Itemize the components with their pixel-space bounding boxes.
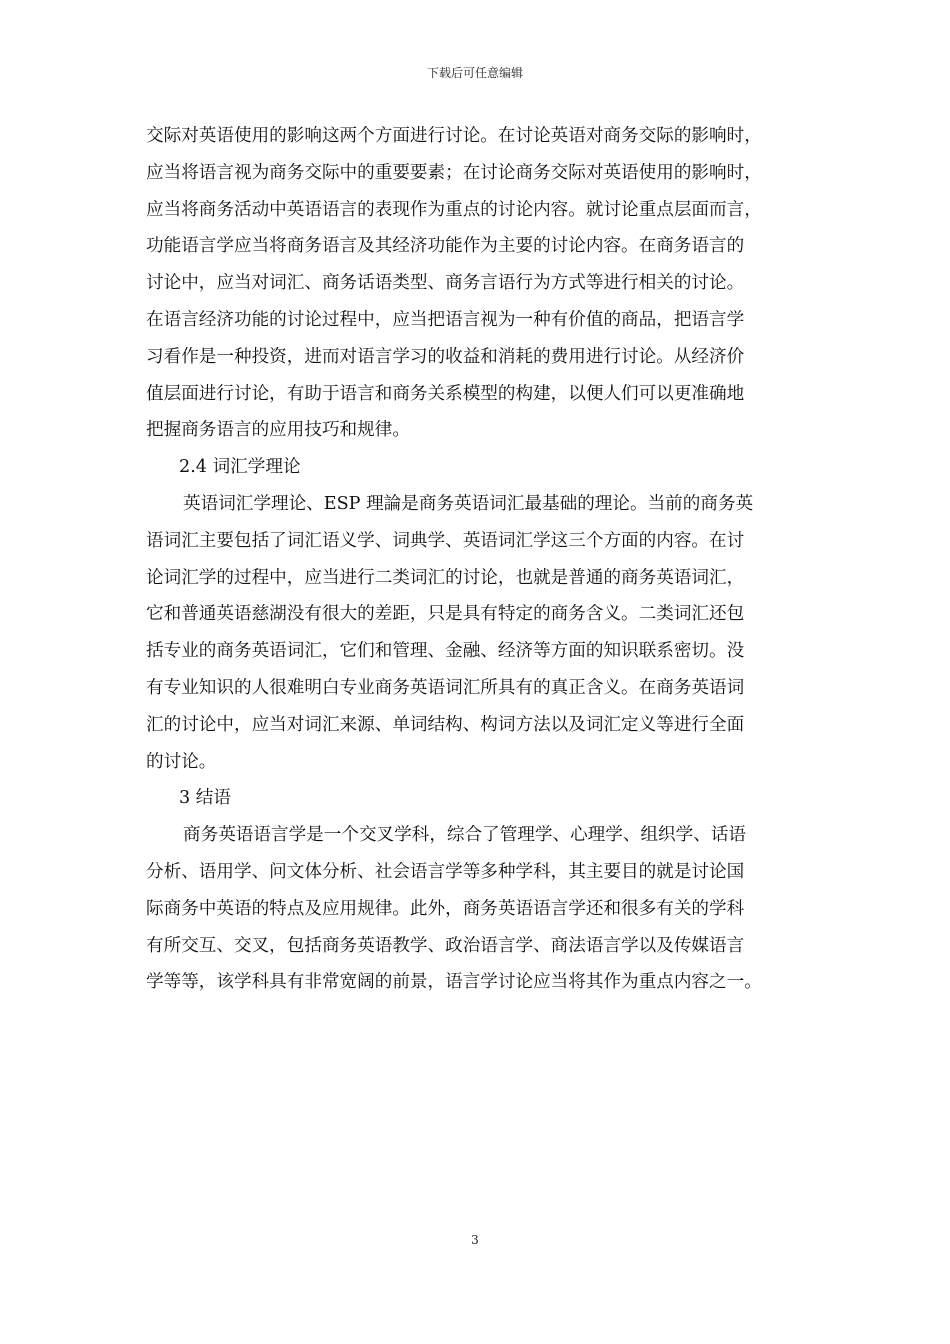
- text-line: 在语言经济功能的讨论过程中，应当把语言视为一种有价值的商品，把语言学: [146, 309, 745, 330]
- text-line: 把握商务语言的应用技巧和规律。: [146, 420, 410, 441]
- text-line: 功能语言学应当将商务语言及其经济功能作为主要的讨论内容。在商务语言的: [146, 236, 745, 257]
- text-line: 际商务中英语的特点及应用规律。此外，商务英语语言学还和很多有关的学科: [146, 898, 745, 919]
- text-line: 应当将语言视为商务交际中的重要要素；在讨论商务交际对英语使用的影响时，: [146, 162, 762, 183]
- text-line: 习看作是一种投资，进而对语言学习的收益和消耗的费用进行讨论。从经济价: [146, 346, 745, 367]
- text-line: 汇的讨论中，应当对词汇来源、单词结构、构词方法以及词汇定义等进行全面: [146, 714, 745, 735]
- text-line: 学等等，该学科具有非常宽阔的前景，语言学讨论应当将其作为重点内容之一。: [146, 972, 762, 993]
- paragraph-lexicology: [146, 486, 822, 780]
- paragraph-continuation: [146, 118, 822, 449]
- text-line: 交际对英语使用的影响这两个方面进行讨论。在讨论英语对商务交际的影响时，: [146, 126, 762, 146]
- section-heading-3: 3 结语: [179, 788, 231, 809]
- text-line: 的讨论。: [146, 751, 217, 772]
- text-line: 有专业知识的人很难明白专业商务英语词汇所具有的真正含义。在商务英语词: [146, 677, 745, 698]
- paragraph-conclusion: [146, 817, 822, 1001]
- section-heading-2-4: 2.4 词汇学理论: [179, 457, 301, 478]
- page-number: 3: [471, 1233, 479, 1247]
- text-line: 讨论中，应当对词汇、商务话语类型、商务言语行为方式等进行相关的讨论。: [146, 273, 745, 294]
- text-line: 英语词汇学理论、ESP 理論是商务英语词汇最基础的理论。当前的商务英: [183, 493, 754, 514]
- text-line: 论词汇学的过程中，应当进行二类词汇的讨论，也就是普通的商务英语词汇，: [146, 567, 745, 588]
- text-line: 它和普通英语慈湖没有很大的差距，只是具有特定的商务含义。二类词汇还包: [146, 604, 745, 625]
- text-line: 值层面进行讨论，有助于语言和商务关系模型的构建，以便人们可以更准确地: [146, 383, 745, 404]
- text-line: 分析、语用学、问文体分析、社会语言学等多种学科，其主要目的就是讨论国: [146, 861, 745, 882]
- document-body: [146, 118, 822, 1001]
- text-line: 应当将商务活动中英语语言的表现作为重点的讨论内容。就讨论重点层面而言，: [146, 199, 762, 220]
- text-line: 有所交互、交叉，包括商务英语教学、政治语言学、商法语言学以及传媒语言: [146, 935, 745, 956]
- text-line: 商务英语语言学是一个交叉学科，综合了管理学、心理学、组织学、话语: [183, 825, 747, 846]
- text-line: 语词汇主要包括了词汇语义学、词典学、英语词汇学这三个方面的内容。在讨: [146, 530, 745, 551]
- text-line: 括专业的商务英语词汇，它们和管理、金融、经济等方面的知识联系密切。没: [146, 641, 745, 662]
- page-header: 下载后可任意编辑: [426, 66, 523, 80]
